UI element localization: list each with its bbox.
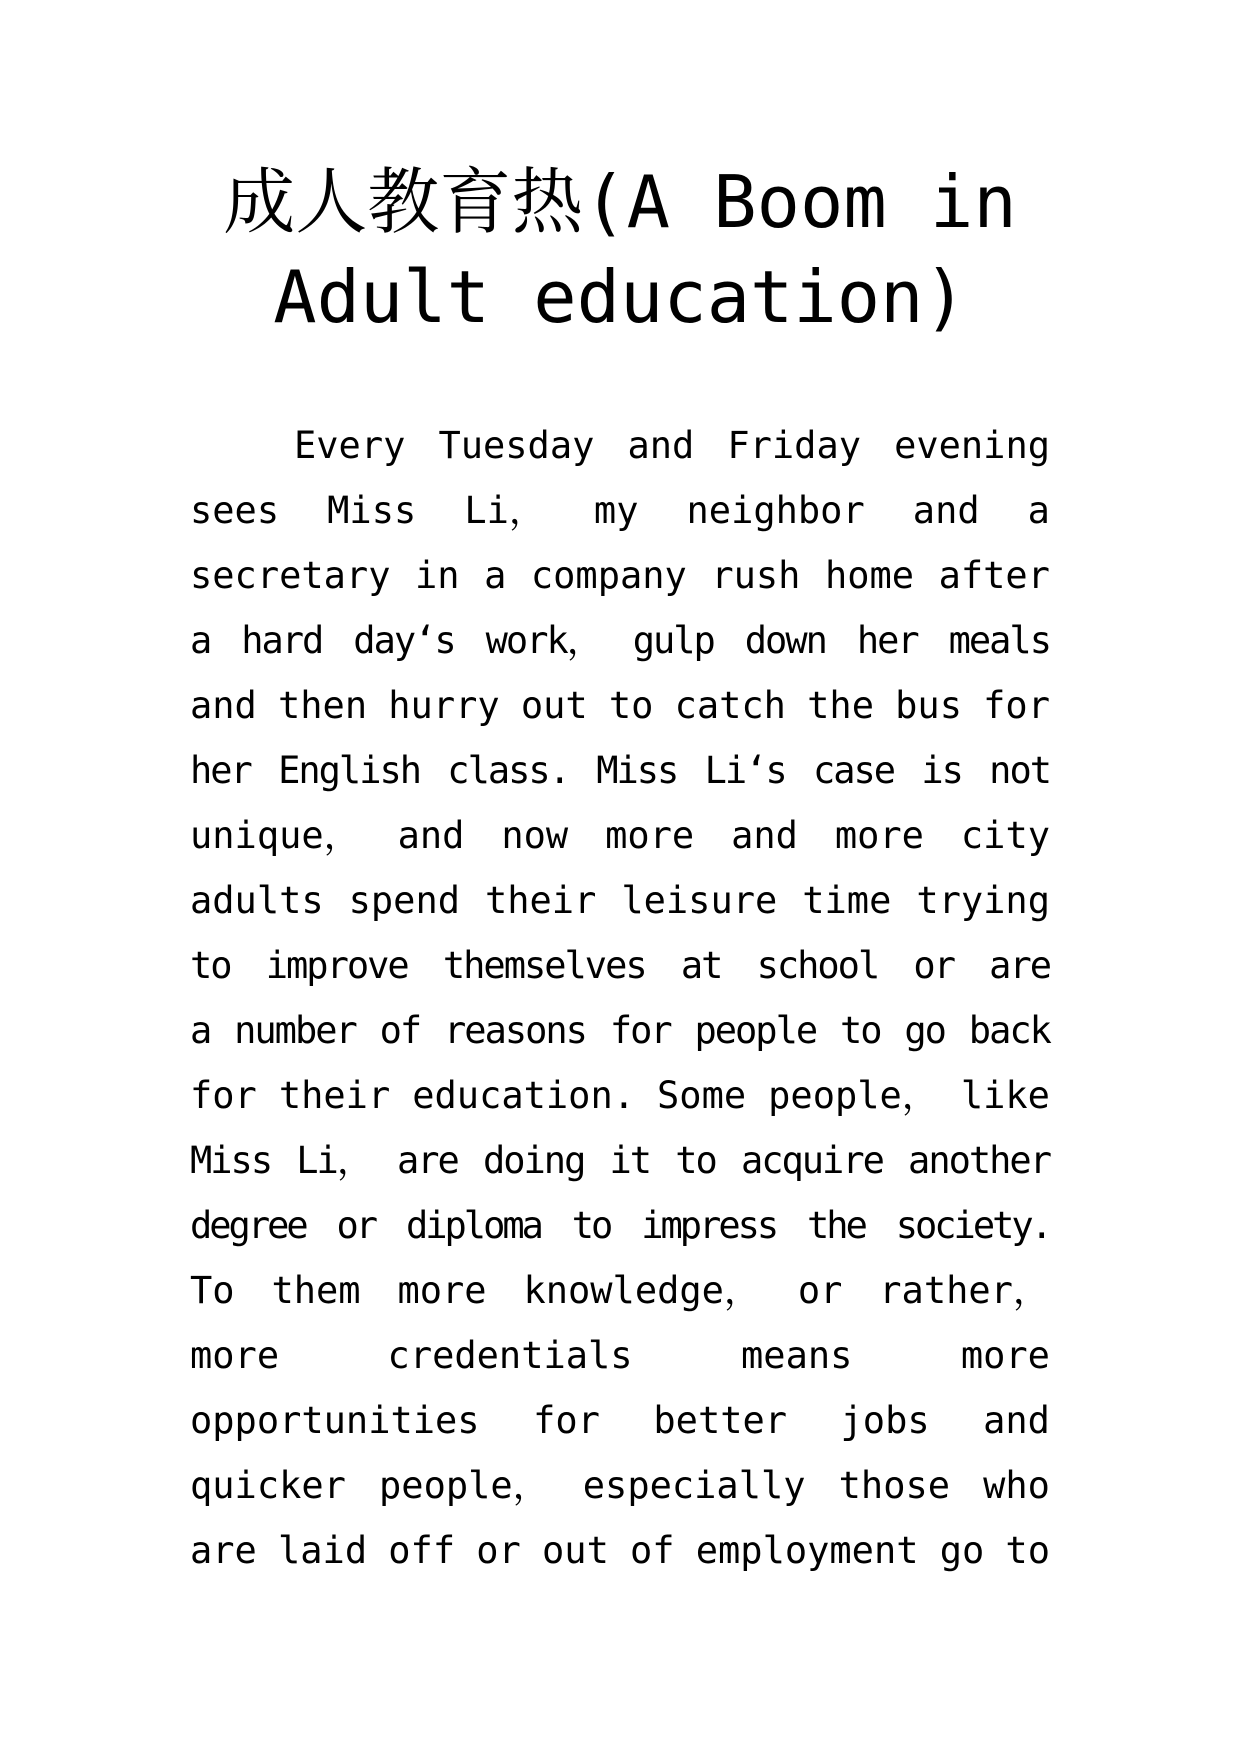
word: class.: [447, 749, 569, 792]
word: is: [921, 749, 962, 792]
body-line: [190, 413, 1050, 478]
word: to: [839, 1009, 881, 1052]
word: degree: [190, 1204, 306, 1247]
word: rather，: [879, 1269, 1050, 1312]
word: a: [190, 619, 211, 662]
word: who: [983, 1464, 1050, 1507]
word: leisure: [621, 879, 778, 922]
word: her: [190, 749, 251, 792]
word: English: [278, 749, 421, 792]
word: society.: [895, 1204, 1050, 1247]
word: of: [379, 1009, 421, 1052]
word: To: [190, 1269, 235, 1312]
word: opportunities: [190, 1399, 480, 1442]
word: Li，: [464, 489, 546, 532]
word: time: [802, 879, 892, 922]
word: to: [608, 684, 654, 727]
word: work，: [485, 619, 602, 662]
word: to: [190, 944, 231, 987]
title-line: Adult education): [273, 255, 967, 339]
word: a: [1027, 489, 1050, 532]
word: people: [694, 1009, 817, 1052]
body-line: [190, 478, 1050, 543]
document-title: [190, 155, 1050, 345]
word: impress: [641, 1204, 777, 1247]
word: her: [856, 619, 918, 662]
word: are: [396, 1139, 458, 1182]
word: neighbor: [686, 489, 865, 532]
word: their: [484, 879, 597, 922]
word: themselves: [442, 944, 646, 987]
word: jobs: [840, 1399, 930, 1442]
word: them: [271, 1269, 361, 1312]
word: and: [912, 489, 980, 532]
word: Li‘s: [704, 749, 786, 792]
word: case: [812, 749, 895, 792]
body-line: [190, 868, 1050, 933]
word: go: [904, 1009, 945, 1052]
word: bus: [895, 684, 962, 727]
word: more: [960, 1334, 1050, 1377]
body-line: [190, 1193, 1050, 1258]
word: for: [609, 1009, 671, 1052]
word: improve: [265, 944, 408, 987]
word: company: [530, 554, 687, 597]
word: and: [983, 1399, 1050, 1442]
word: back: [968, 1009, 1050, 1052]
word: the: [807, 1204, 865, 1247]
word: Tuesday: [438, 424, 595, 467]
word: gulp: [632, 619, 714, 662]
word: laid: [278, 1529, 368, 1572]
word: more: [190, 1334, 280, 1377]
word: out: [520, 684, 588, 727]
word: Friday: [727, 424, 861, 467]
word: unique，: [190, 814, 361, 857]
word: Miss: [596, 749, 678, 792]
word: the: [807, 684, 874, 727]
word: sees: [190, 489, 280, 532]
word: city: [960, 814, 1050, 857]
word: Every: [294, 424, 406, 467]
word: acquire: [740, 1139, 883, 1182]
word: not: [989, 749, 1050, 792]
word: out: [542, 1529, 609, 1572]
word: or: [913, 944, 954, 987]
word: Miss: [327, 489, 417, 532]
word: number: [234, 1009, 356, 1052]
word: another: [908, 1139, 1050, 1182]
word: education.: [412, 1074, 636, 1117]
word: meals: [948, 619, 1050, 662]
word: and: [190, 684, 257, 727]
word: or: [797, 1269, 843, 1312]
word: for: [533, 1399, 600, 1442]
word: Miss: [190, 1139, 272, 1182]
word: diploma: [405, 1204, 541, 1247]
word: quicker: [190, 1464, 346, 1507]
word: now: [501, 814, 569, 857]
word: for: [190, 1074, 257, 1117]
word: school: [756, 944, 879, 987]
body-line: [190, 1063, 1050, 1128]
word: or: [476, 1529, 521, 1572]
word: their: [278, 1074, 391, 1117]
title-line: 成人教育热(A Boom in: [223, 160, 1017, 244]
word: to: [571, 1204, 611, 1247]
word: of: [630, 1529, 675, 1572]
word: like: [960, 1074, 1050, 1117]
body-line: [190, 933, 1050, 998]
word: Li，: [296, 1139, 372, 1182]
body-line: [190, 1518, 1050, 1583]
word: better: [653, 1399, 788, 1442]
body-line: [190, 803, 1050, 868]
word: at: [680, 944, 722, 987]
body-line: [190, 543, 1050, 608]
word: spend: [348, 879, 461, 922]
body-line: [190, 673, 1050, 738]
body-line: [190, 608, 1050, 673]
word: down: [744, 619, 826, 662]
word: it: [609, 1139, 651, 1182]
word: and: [627, 424, 695, 467]
word: especially: [582, 1464, 806, 1507]
word: to: [1005, 1529, 1050, 1572]
word: in: [415, 554, 460, 597]
word: after: [938, 554, 1050, 597]
word: employment: [695, 1529, 919, 1572]
word: credentials: [387, 1334, 633, 1377]
body-paragraph: [190, 413, 1050, 1583]
word: for: [983, 684, 1050, 727]
word: a: [190, 1009, 211, 1052]
word: more: [834, 814, 924, 857]
word: rush: [711, 554, 801, 597]
body-line: [190, 738, 1050, 803]
word: catch: [674, 684, 786, 727]
word: my: [593, 489, 639, 532]
word: knowledge，: [523, 1269, 761, 1312]
body-line: [190, 1128, 1050, 1193]
word: trying: [916, 879, 1050, 922]
body-line: [190, 998, 1050, 1063]
word: day‘s: [353, 619, 455, 662]
body-line: [190, 1258, 1050, 1323]
word: doing: [482, 1139, 585, 1182]
word: means: [741, 1334, 853, 1377]
word: are: [989, 944, 1050, 987]
word: are: [190, 1529, 257, 1572]
word: more: [397, 1269, 487, 1312]
word: secretary: [190, 554, 391, 597]
word: then: [278, 684, 368, 727]
word: people，: [379, 1464, 550, 1507]
word: people，: [768, 1074, 939, 1117]
word: those: [838, 1464, 951, 1507]
word: Some: [657, 1074, 747, 1117]
word: and: [731, 814, 798, 857]
body-line: [190, 1323, 1050, 1388]
word: to: [675, 1139, 716, 1182]
body-line: [190, 1388, 1050, 1453]
word: adults: [190, 879, 324, 922]
word: a: [484, 554, 507, 597]
word: hard: [241, 619, 323, 662]
body-line: [190, 1453, 1050, 1518]
word: go: [939, 1529, 985, 1572]
word: or: [336, 1204, 376, 1247]
word: reasons: [444, 1009, 586, 1052]
word: and: [397, 814, 465, 857]
word: hurry: [388, 684, 500, 727]
word: evening: [894, 424, 1050, 467]
word: home: [824, 554, 915, 597]
word: more: [605, 814, 695, 857]
word: off: [388, 1529, 456, 1572]
